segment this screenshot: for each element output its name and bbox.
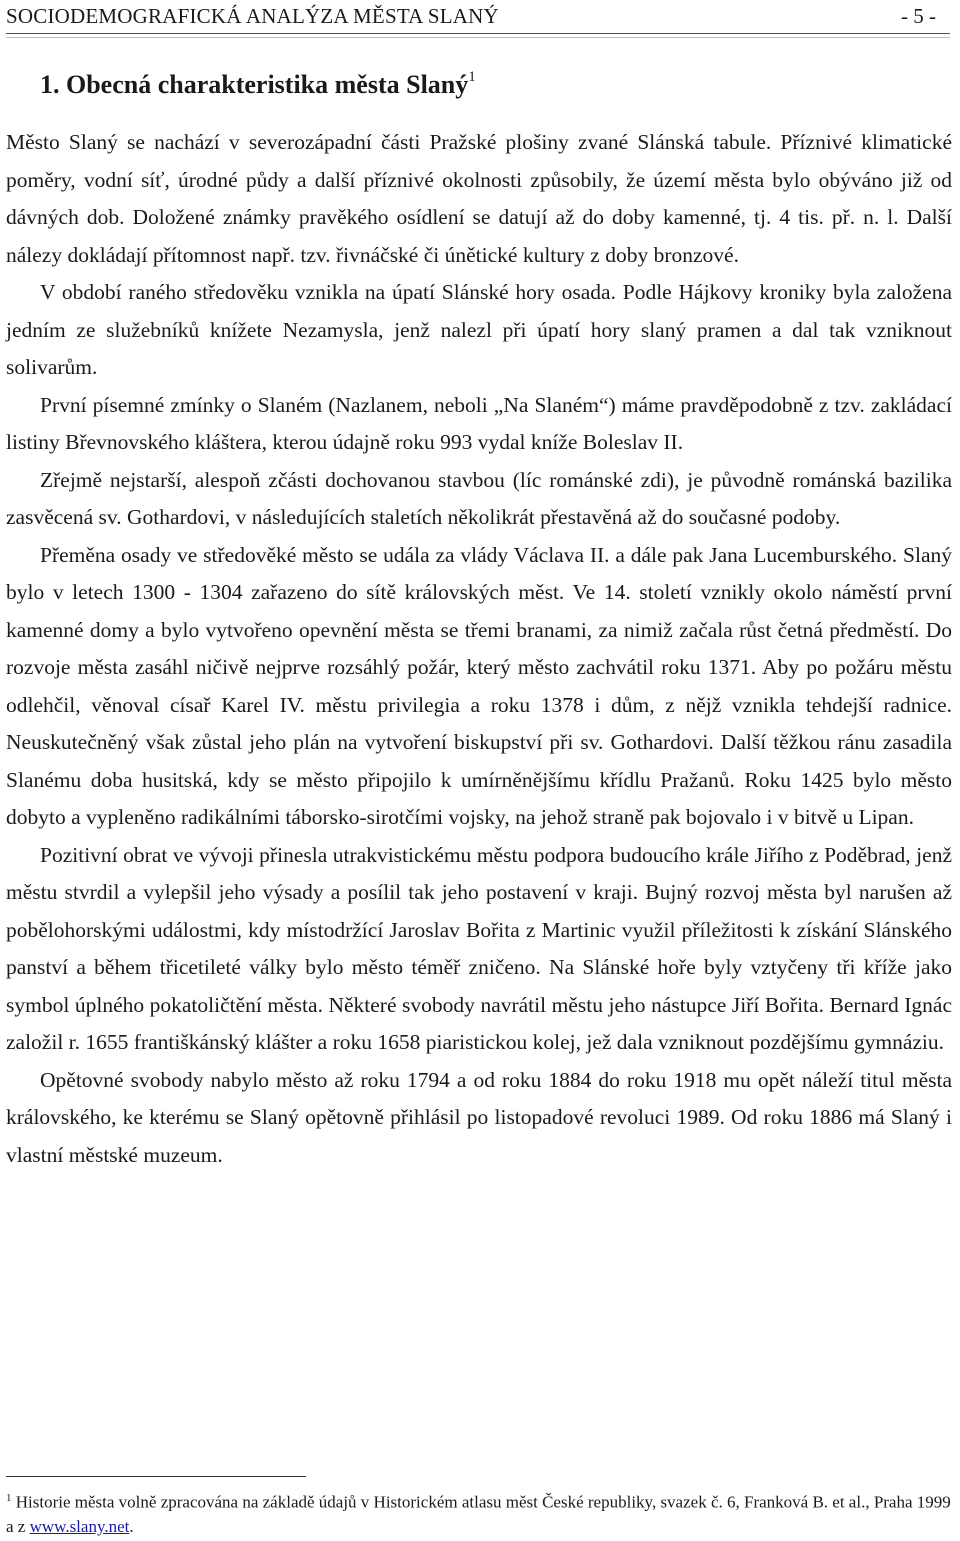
paragraph: Pozitivní obrat ve vývoji přinesla utrakvistickému městu podpora budoucího krále Jiřího z Poděbrad, jenž městu stvrdil a vylepšil jeho výsady a posílil tak jeho postavení v kraji. Bujný rozvoj města byl narušen až pobělohorskými událostmi, kdy místodržící Jaroslav Bořita z Martinic využil příležitosti k získání Slánského panství a během třicetileté války bylo město téměř zničeno. Na Slánské hoře byly vztyčeny tři kříže jako symbol úplného pokatoličtění města. Některé svobody navrátil městu jeho nástupce Jiří Bořita. Bernard Ignác založil r. 1655 františkánský klášter a roku 1658 piaristickou kolej, jež dala vzniknout pozdějšímu gymnáziu. [6, 842, 952, 1054]
document-title: SOCIODEMOGRAFICKÁ ANALÝZA MĚSTA SLANÝ [6, 4, 499, 28]
paragraph: Opětovné svobody nabylo město až roku 1794 a od roku 1884 do roku 1918 mu opět náleží titul města královského, ke kterému se Slaný opětovně přihlásil po listopadové revoluci 1989. Od roku 1886 má Slaný i vlastní městské muzeum. [6, 1067, 952, 1167]
section-heading [40, 70, 476, 100]
header-divider [6, 33, 950, 34]
paragraph: První písemné zmínky o Slaném (Nazlanem, neboli „Na Slaném“) máme pravděpodobně z tzv. zakládací listiny Břevnovského kláštera, kterou údajně roku 993 vydal kníže Boleslav II. [6, 392, 952, 454]
paragraph: V období raného středověku vznikla na úpatí Slánské hory osada. Podle Hájkovy kroniky byla založena jedním ze služebníků knížete Nezamysla, jenž nalezl při úpatí hory slaný pramen a dal tak vzniknout solivarům. [6, 280, 952, 379]
page-number: - 5 - [901, 4, 936, 28]
footnote-number: 1 [6, 1492, 12, 1504]
footnote-link[interactable]: www.slany.net [29, 1516, 130, 1536]
footnote [6, 1486, 952, 1539]
paragraph: Město Slaný se nachází v severozápadní části Pražské plošiny zvané Slánská tabule. Příznivé klimatické poměry, vodní síť, úrodné půdy a další příznivé okolnosti způsobily, že území města bylo obýváno již od dávných dob. Doložené známky pravěkého osídlení se datují až do doby kamenné, tj. 4 tis. př. n. l. Další nálezy dokládají přítomnost např. tzv. řivnáčské či únětické kultury z doby bronzové. [6, 130, 952, 267]
paragraph: Zřejmě nejstarší, alespoň zčásti dochovanou stavbou (líc románské zdi), je původně románská bazilika zasvěcená sv. Gothardovi, v následujících staletích několikrát přestavěná až do současné podoby. [6, 467, 952, 529]
page-header [6, 2, 950, 32]
paragraph: Přeměna osady ve středověké město se udála za vlády Václava II. a dále pak Jana Lucemburského. Slaný bylo v letech 1300 - 1304 zařazeno do sítě královských měst. Ve 14. století vznikly okolo náměstí první kamenné domy a bylo vytvořeno opevnění města se třemi branami, za nimiž začala růst četná předměstí. Do rozvoje města zasáhl ničivě nejprve rozsáhlý požár, který město zachvátil roku 1371. Aby po požáru městu odlehčil, věnoval císař Karel IV. městu privilegia a roku 1378 i dům, z nějž vznikla tehdejší radnice. Neuskutečněný však zůstal jeho plán na vytvoření biskupství při sv. Gothardovi. Další těžkou ránu zasadila Slanému doba husitská, kdy se město připojilo k umírněnějšímu křídlu Pražanů. Roku 1425 bylo město dobyto a vypleněno radikálními táborsko-sirotčími vojsky, na jehož straně pak bojovalo i v bitvě u Lipan. [6, 542, 952, 829]
header-divider-secondary [6, 37, 950, 38]
footnote-text: Historie města volně zpracována na základě údajů v Historickém atlasu měst České republiky, svazek č. 6, Franková B. et al., Praha 1999 a z [6, 1492, 951, 1536]
section-heading-text: 1. Obecná charakteristika města Slaný [40, 70, 469, 99]
body-text [6, 124, 952, 1174]
footnote-trailing: . [129, 1516, 134, 1536]
footnote-divider [6, 1476, 306, 1477]
footnote-reference[interactable]: 1 [468, 69, 476, 86]
